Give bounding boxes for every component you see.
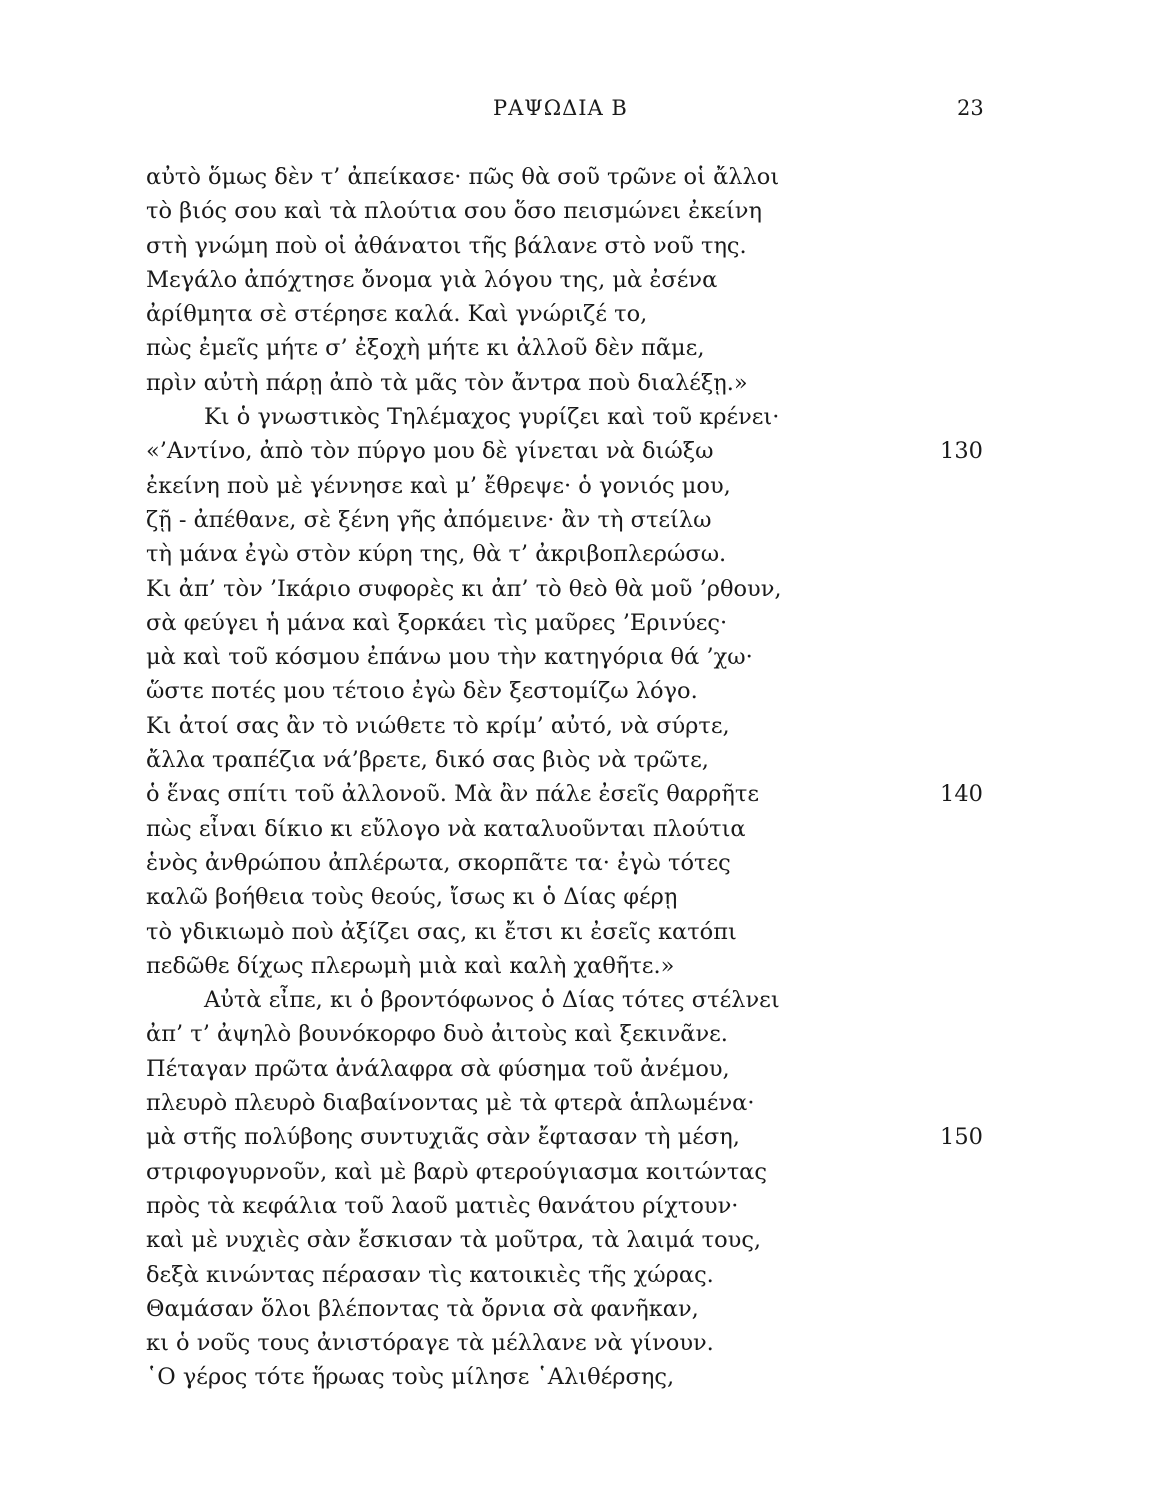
verse-text: Μεγάλο ἀπόχτησε ὄνομα γιὰ λόγου της, μὰ ἐσένα [146,266,718,293]
verse-text: ὁ ἕνας σπίτι τοῦ ἀλλονοῦ. Μὰ ἂν πάλε ἐσεῖς θαρρῆτε [146,781,759,808]
verse-text: Κι ὁ γνωστικὸς Τηλέμαχος γυρίζει καὶ τοῦ κρένει· [204,404,780,431]
verse-line [0,400,1156,434]
line-number: 140 [940,781,983,808]
verse-line [0,880,1156,914]
verse-line [0,469,1156,503]
verse-text: μὰ στῆς πολύβοης συντυχιᾶς σὰν ἔφτασαν τὴ μέση, [146,1124,740,1151]
page-number: 23 [957,96,984,120]
verse-text: σὰ φεύγει ἡ μάνα καὶ ξορκάει τὶς μαῦρες ’Ερινύες· [146,609,728,636]
verse-line [0,1052,1156,1086]
verse-line [0,1360,1156,1394]
verse-line [0,1326,1156,1360]
verse-line [0,1223,1156,1257]
verse-text: πὼς εἶναι δίκιο κι εὔλογο νὰ καταλυοῦνται πλούτια [146,815,746,842]
verse-text: πρὶν αὐτὴ πάρῃ ἀπὸ τὰ μᾶς τὸν ἄντρα ποὺ διαλέξῃ.» [146,369,748,396]
verse-line [0,915,1156,949]
verse-text: πὼς ἐμεῖς μήτε σ’ ἐξοχὴ μήτε κι ἀλλοῦ δὲν πᾶμε, [146,335,705,362]
verse-text: δεξὰ κινώντας πέρασαν τὶς κατοικιὲς τῆς χώρας. [146,1261,714,1288]
verse-line [0,812,1156,846]
verse-text: ζῇ - ἀπέθανε, σὲ ξένη γῆς ἀπόμεινε· ἂν τὴ στείλω [146,506,712,533]
verse-text: τὴ μάνα ἐγὼ στὸν κύρη της, θὰ τ’ ἀκριβοπλερώσω. [146,541,727,568]
verse-text: ἀπ’ τ’ ἀψηλὸ βουνόκορφο δυὸ ἀιτοὺς καὶ ξεκινᾶνε. [146,1021,728,1048]
verse-line [0,846,1156,880]
verse-text: στριφογυρνοῦν, καὶ μὲ βαρὺ φτερούγιασμα κοιτώντας [146,1158,767,1185]
verse-line [0,537,1156,571]
verse-text: πρὸς τὰ κεφάλια τοῦ λαοῦ ματιὲς θανάτου ρίχτουν· [146,1192,739,1219]
verse-text: ἀρίθμητα σὲ στέρησε καλά. Καὶ γνώριζέ το, [146,301,648,328]
verse-line [0,503,1156,537]
verse-text: Αὐτὰ εἶπε, κι ὁ βροντόφωνος ὁ Δίας τότες στέλνει [204,987,780,1014]
verse-text: Κι ἀπ’ τὸν ’Ικάριο συφορὲς κι ἀπ’ τὸ θεὸ θὰ μοῦ ’ρθουν, [146,575,782,602]
verse-line [0,1292,1156,1326]
running-title: ΡΑΨΩΔΙΑ Β [493,96,628,120]
verse-text: κι ὁ νοῦς τους ἀνιστόραγε τὰ μέλλανε νὰ γίνουν. [146,1330,714,1357]
verse-line [0,777,1156,811]
verse-text: μὰ καὶ τοῦ κόσμου ἐπάνω μου τὴν κατηγόρια θά ’χω· [146,644,753,671]
verse-line [0,606,1156,640]
verse-text: ὥστε ποτές μου τέτοιο ἐγὼ δὲν ξεστομίζω λόγο. [146,678,698,705]
verse-line [0,1189,1156,1223]
verse-line [0,1258,1156,1292]
verse-text: πλευρὸ πλευρὸ διαβαίνοντας μὲ τὰ φτερὰ ἁπλωμένα· [146,1090,755,1117]
verse-text: Κι ἀτοί σας ἂν τὸ νιώθετε τὸ κρίμ’ αὐτό, νὰ σύρτε, [146,712,730,739]
verse-line [0,1155,1156,1189]
verse-text: ἐκείνη ποὺ μὲ γέννησε καὶ μ’ ἔθρεψε· ὁ γονιός μου, [146,472,731,499]
verse-line [0,229,1156,263]
verse-line [0,674,1156,708]
verse-line [0,194,1156,228]
verse-line [0,331,1156,365]
verse-line [0,160,1156,194]
verse-line [0,743,1156,777]
verse-line [0,297,1156,331]
verse-line [0,1086,1156,1120]
verse-text: καλῶ βοήθεια τοὺς θεούς, ἴσως κι ὁ Δίας φέρῃ [146,884,678,911]
verse-text: Πέταγαν πρῶτα ἀνάλαφρα σὰ φύσημα τοῦ ἀνέμου, [146,1055,730,1082]
verse-line [0,983,1156,1017]
verse-line [0,709,1156,743]
verse-text: τὸ γδικιωμὸ ποὺ ἀξίζει σας, κι ἔτσι κι ἐσεῖς κατόπι [146,918,737,945]
verse-block [0,160,1156,1395]
verse-text: Θαμάσαν ὅλοι βλέποντας τὰ ὄρνια σὰ φανῆκαν, [146,1295,699,1322]
verse-line [0,366,1156,400]
verse-text: στὴ γνώμη ποὺ οἱ ἀθάνατοι τῆς βάλανε στὸ νοῦ της. [146,232,747,259]
verse-line [0,640,1156,674]
line-number: 150 [940,1124,983,1151]
running-head [0,96,1156,130]
line-number: 130 [940,438,983,465]
verse-text: ῾Ο γέρος τότε ἥρωας τοὺς μίλησε ῾Αλιθέρσης, [146,1364,675,1391]
verse-text: αὐτὸ ὅμως δὲν τ’ ἀπείκασε· πῶς θὰ σοῦ τρῶνε οἱ ἄλλοι [146,164,780,190]
verse-line [0,263,1156,297]
verse-line [0,1017,1156,1051]
verse-line [0,949,1156,983]
verse-line [0,1120,1156,1154]
verse-text: ἄλλα τραπέζια νά’βρετε, δικό σας βιὸς νὰ τρῶτε, [146,747,709,774]
verse-text: ἑνὸς ἀνθρώπου ἀπλέρωτα, σκορπᾶτε τα· ἐγὼ τότες [146,849,731,876]
verse-text: καὶ μὲ νυχιὲς σὰν ἔσκισαν τὰ μοῦτρα, τὰ λαιμά τους, [146,1227,762,1254]
verse-line [0,572,1156,606]
verse-text: πεδῶθε δίχως πλερωμὴ μιὰ καὶ καλὴ χαθῆτε.» [146,952,675,979]
verse-text: «’Αντίνο, ἀπὸ τὸν πύργο μου δὲ γίνεται νὰ διώξω [146,438,714,465]
verse-line [0,434,1156,468]
verse-text: τὸ βιός σου καὶ τὰ πλούτια σου ὅσο πεισμώνει ἐκείνη [146,198,762,225]
